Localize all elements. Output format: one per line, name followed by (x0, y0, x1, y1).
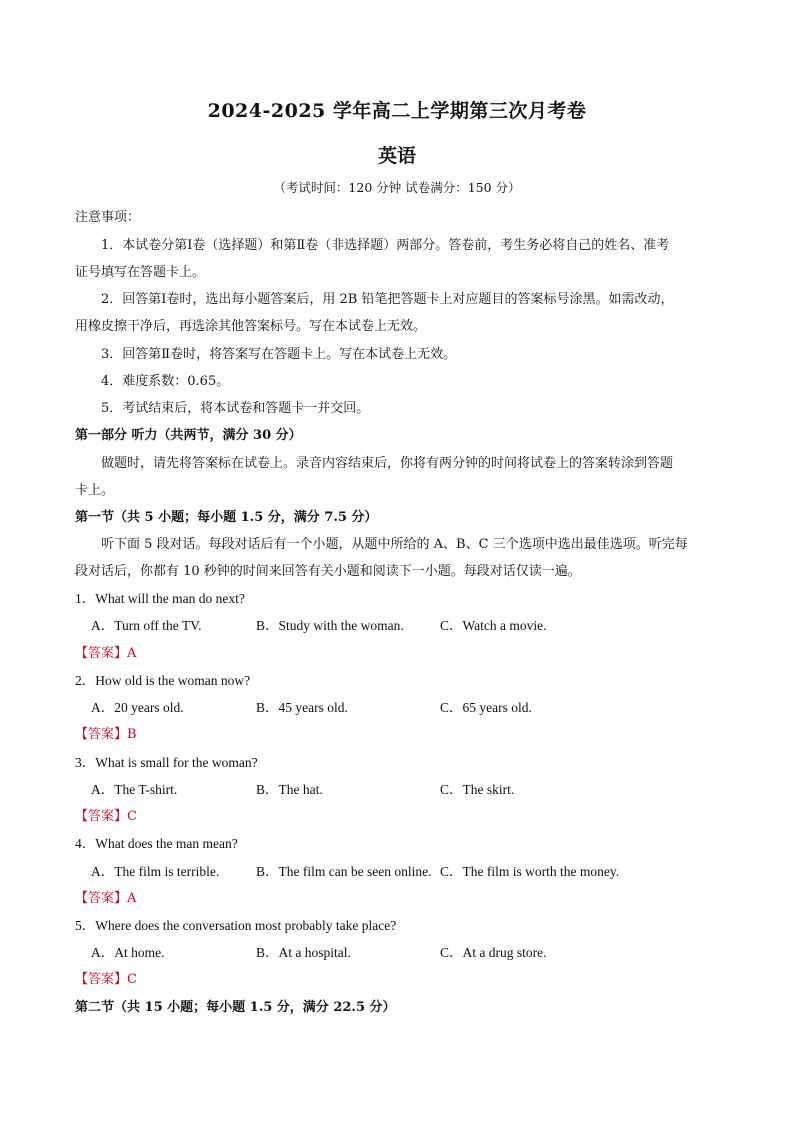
notice-item-1: 1．本试卷分第Ⅰ卷（选择题）和第Ⅱ卷（非选择题）两部分。答卷前，考生务必将自己的姓名、准考 (101, 238, 670, 253)
section1-desc: 听下面 5 段对话。每段对话后有一个小题，从题中所给的 A、B、C 三个选项中选出最佳选项。听完每 (101, 537, 688, 552)
part1-desc: 做题时，请先将答案标在试卷上。录音内容结束后，你将有两分钟的时间将试卷上的答案转涂到答题 (101, 456, 674, 471)
section2-heading: 第二节（共 15 小题；每小题 1.5 分，满分 22.5 分） (75, 1000, 396, 1015)
question-5: 5．Where does the conversation most probably take place? (75, 918, 397, 933)
question-5-option-b: B．At a hospital. (256, 945, 351, 960)
question-3-option-c: C．The skirt. (440, 782, 515, 797)
question-5-answer: 【答案】C (75, 972, 137, 987)
question-3-answer: 【答案】C (75, 809, 137, 824)
part1-heading: 第一部分 听力（共两节，满分 30 分） (75, 428, 302, 443)
question-2: 2．How old is the woman now? (75, 673, 251, 688)
question-1-option-b: B．Study with the woman. (256, 618, 404, 633)
notice-item-3: 3．回答第Ⅱ卷时，将答案写在答题卡上。写在本试卷上无效。 (101, 347, 457, 362)
notice-item-5: 5．考试结束后，将本试卷和答题卡一并交回。 (101, 401, 370, 416)
question-4-option-b: B．The film can be seen online. (256, 864, 432, 879)
notice-label: 注意事项： (75, 210, 141, 225)
question-3-option-b: B．The hat. (256, 782, 323, 797)
question-1-option-c: C．Watch a movie. (440, 618, 547, 633)
exam-subject: 英语 (377, 145, 416, 167)
question-2-answer: 【答案】B (75, 727, 137, 742)
notice-item-2-cont: 用橡皮擦干净后，再选涂其他答案标号。写在本试卷上无效。 (75, 319, 427, 334)
notice-item-2: 2．回答第Ⅰ卷时，选出每小题答案后，用 2B 铅笔把答题卡上对应题目的答案标号涂黑。如需改动， (101, 292, 674, 307)
question-1: 1．What will the man do next? (75, 591, 245, 606)
question-3: 3．What is small for the woman? (75, 755, 258, 770)
part1-desc-cont: 卡上。 (75, 483, 115, 498)
question-4-option-a: A．The film is terrible. (91, 864, 220, 879)
question-1-option-a: A．Turn off the TV. (91, 618, 202, 633)
question-2-option-b: B．45 years old. (256, 700, 348, 715)
question-3-option-a: A．The T-shirt. (91, 782, 178, 797)
notice-item-1-cont: 证号填写在答题卡上。 (75, 265, 206, 280)
section1-heading: 第一节（共 5 小题；每小题 1.5 分，满分 7.5 分） (75, 510, 378, 525)
question-5-option-c: C．At a drug store. (440, 945, 547, 960)
question-4-option-c: C．The film is worth the money. (440, 864, 620, 879)
exam-meta: （考试时间：120 分钟 试卷满分：150 分） (273, 180, 521, 195)
exam-title: 2024-2025 学年高二上学期第三次月考卷 (207, 100, 587, 122)
notice-item-4: 4．难度系数：0.65。 (101, 374, 230, 389)
section1-desc-cont: 段对话后，你都有 10 秒钟的时间来回答有关小题和阅读下一小题。每段对话仅读一遍。 (75, 564, 581, 579)
question-1-answer: 【答案】A (75, 646, 137, 661)
question-4-answer: 【答案】A (75, 891, 137, 906)
question-5-option-a: A．At home. (91, 945, 165, 960)
question-2-option-a: A．20 years old. (91, 700, 184, 715)
question-2-option-c: C．65 years old. (440, 700, 532, 715)
question-4: 4．What does the man mean? (75, 836, 238, 851)
